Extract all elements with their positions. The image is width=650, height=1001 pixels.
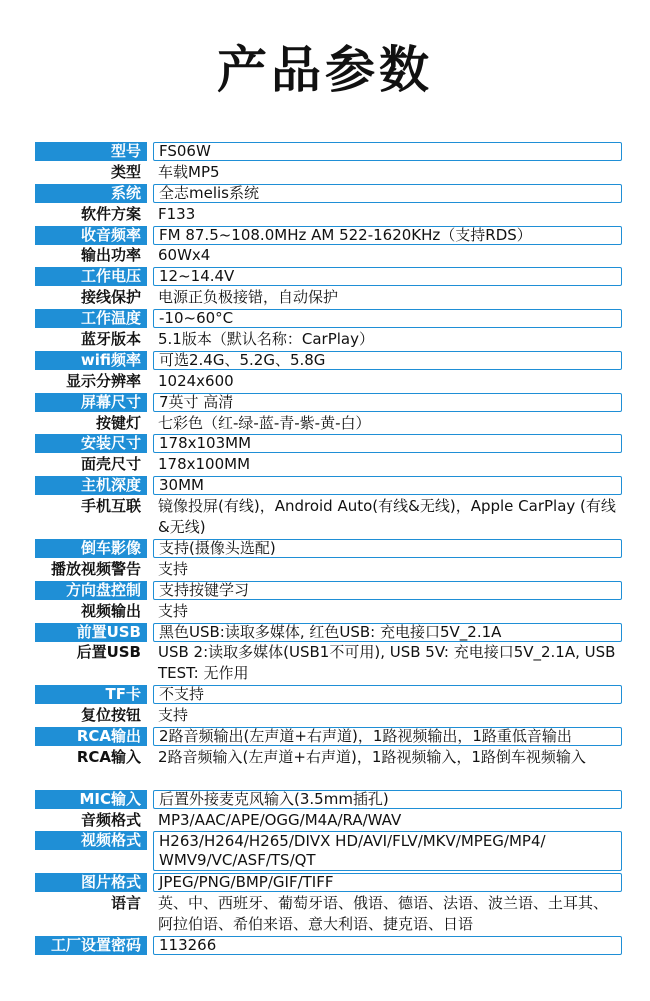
spec-row [35, 308, 622, 329]
spec-value: FS06W [153, 142, 622, 161]
spec-value: 30MM [153, 476, 622, 495]
spec-label: MIC输入 [35, 790, 147, 809]
spec-label: 视频格式 [35, 831, 147, 850]
spec-value: 支持(摄像头选配) [153, 539, 622, 558]
spec-value: 7英寸 高清 [153, 393, 622, 412]
spec-label: 系统 [35, 184, 147, 203]
spec-row [35, 162, 622, 183]
spec-row [35, 329, 622, 350]
spec-value: 可选2.4G、5.2G、5.8G [153, 351, 622, 370]
spec-label: 蓝牙版本 [80, 330, 141, 349]
spec-label: 方向盘控制 [35, 581, 147, 600]
spec-label: 倒车影像 [35, 539, 147, 558]
spec-row [35, 475, 622, 496]
spec-value: 支持 [158, 601, 189, 620]
spec-row [35, 183, 622, 204]
spec-row [35, 684, 622, 705]
spec-label: wifi频率 [35, 351, 147, 370]
spec-value: 全志melis系统 [153, 184, 622, 203]
spec-row [35, 726, 622, 747]
spec-value: 镜像投屏(有线)，Android Auto(有线&无线)，Apple CarPlay (有线&无线) [158, 497, 616, 537]
spec-row [35, 392, 622, 413]
spec-row [35, 935, 622, 956]
spec-value: H263/H264/H265/DIVX HD/AVI/FLV/MKV/MPEG/MP4/ WMV9/VC/ASF/TS/QT [153, 831, 622, 871]
spec-row [35, 287, 622, 308]
spec-label: 播放视频警告 [50, 559, 141, 578]
spec-value: MP3/AAC/APE/OGG/M4A/RA/WAV [158, 810, 402, 829]
spec-value: 1024x600 [158, 371, 234, 390]
spec-value: 车载MP5 [158, 162, 220, 181]
spec-label: 手机互联 [80, 497, 141, 516]
spec-label: 图片格式 [35, 873, 147, 892]
spec-label: 前置USB [35, 623, 147, 642]
spec-label: 工作温度 [35, 309, 147, 328]
spec-row [35, 622, 622, 643]
spec-row [35, 538, 622, 559]
spec-row [35, 433, 622, 454]
spec-row [35, 642, 622, 684]
spec-value: -10~60°C [153, 309, 622, 328]
spec-row [35, 454, 622, 475]
spec-label: TF卡 [35, 685, 147, 704]
spec-value: 英、中、西班牙、葡萄牙语、俄语、德语、法语、波兰语、土耳其、阿拉伯语、希伯来语、意大利语、捷克语、日语 [158, 894, 609, 934]
spec-label: 按键灯 [95, 413, 141, 432]
spec-value: 113266 [153, 936, 622, 955]
spec-label: 后置USB [76, 643, 141, 662]
spec-value: 2路音频输出(左声道+右声道)，1路视频输出，1路重低音输出 [153, 727, 622, 746]
spec-label: 复位按钮 [80, 706, 141, 725]
spec-label: 面壳尺寸 [80, 455, 141, 474]
spec-row [35, 496, 622, 538]
spec-value: 支持 [158, 706, 189, 725]
spec-value: 支持按键学习 [153, 581, 622, 600]
spec-row [35, 747, 622, 789]
spec-label: 显示分辨率 [65, 371, 141, 390]
spec-row [35, 266, 622, 287]
spec-label: 屏幕尺寸 [35, 393, 147, 412]
spec-label: RCA输入 [76, 747, 141, 766]
spec-value: FM 87.5~108.0MHz AM 522-1620KHz（支持RDS） [153, 226, 622, 245]
spec-label: 工厂设置密码 [35, 936, 147, 955]
spec-row [35, 413, 622, 434]
spec-row [35, 810, 622, 831]
spec-row [35, 893, 622, 935]
spec-row [35, 225, 622, 246]
spec-label: 接线保护 [80, 288, 141, 307]
spec-row [35, 601, 622, 622]
spec-row [35, 789, 622, 810]
spec-value: USB 2:读取多媒体(USB1不可用), USB 5V: 充电接口5V_2.1A, USB TEST: 无作用 [158, 643, 616, 683]
spec-label: 收音频率 [35, 226, 147, 245]
spec-value: 12~14.4V [153, 267, 622, 286]
spec-row [35, 350, 622, 371]
spec-label: 型号 [35, 142, 147, 161]
spec-table [35, 141, 622, 956]
spec-row [35, 580, 622, 601]
spec-row [35, 371, 622, 392]
spec-value: 178x103MM [153, 434, 622, 453]
spec-value: 后置外接麦克风输入(3.5mm插孔) [153, 790, 622, 809]
spec-label: 软件方案 [80, 204, 141, 223]
spec-value: 178x100MM [158, 455, 251, 474]
spec-row [35, 204, 622, 225]
spec-value: F133 [158, 204, 196, 223]
spec-value: 电源正负极接错，自动保护 [158, 288, 339, 307]
spec-row [35, 830, 622, 872]
spec-label: 工作电压 [35, 267, 147, 286]
spec-row [35, 705, 622, 726]
spec-row [35, 559, 622, 580]
spec-label: 主机深度 [35, 476, 147, 495]
spec-value: 七彩色（红-绿-蓝-青-紫-黄-白） [158, 413, 371, 432]
spec-value: 2路音频输入(左声道+右声道)，1路视频输入，1路倒车视频输入 [158, 747, 586, 766]
spec-value: JPEG/PNG/BMP/GIF/TIFF [153, 873, 622, 892]
spec-value: 60Wx4 [158, 246, 211, 265]
spec-label: RCA输出 [35, 727, 147, 746]
spec-value: 黑色USB:读取多媒体, 红色USB: 充电接口5V_2.1A [153, 623, 622, 642]
spec-value: 不支持 [153, 685, 622, 704]
spec-label: 视频输出 [80, 601, 141, 620]
spec-row [35, 141, 622, 162]
spec-label: 安装尺寸 [35, 434, 147, 453]
page-title: 产品参数 [217, 41, 433, 99]
spec-row [35, 245, 622, 266]
spec-label: 语言 [110, 894, 141, 913]
spec-label: 类型 [110, 162, 141, 181]
spec-row [35, 872, 622, 893]
spec-value: 5.1版本（默认名称：CarPlay） [158, 330, 374, 349]
spec-label: 音频格式 [80, 810, 141, 829]
spec-label: 输出功率 [80, 246, 141, 265]
spec-value: 支持 [158, 559, 189, 578]
